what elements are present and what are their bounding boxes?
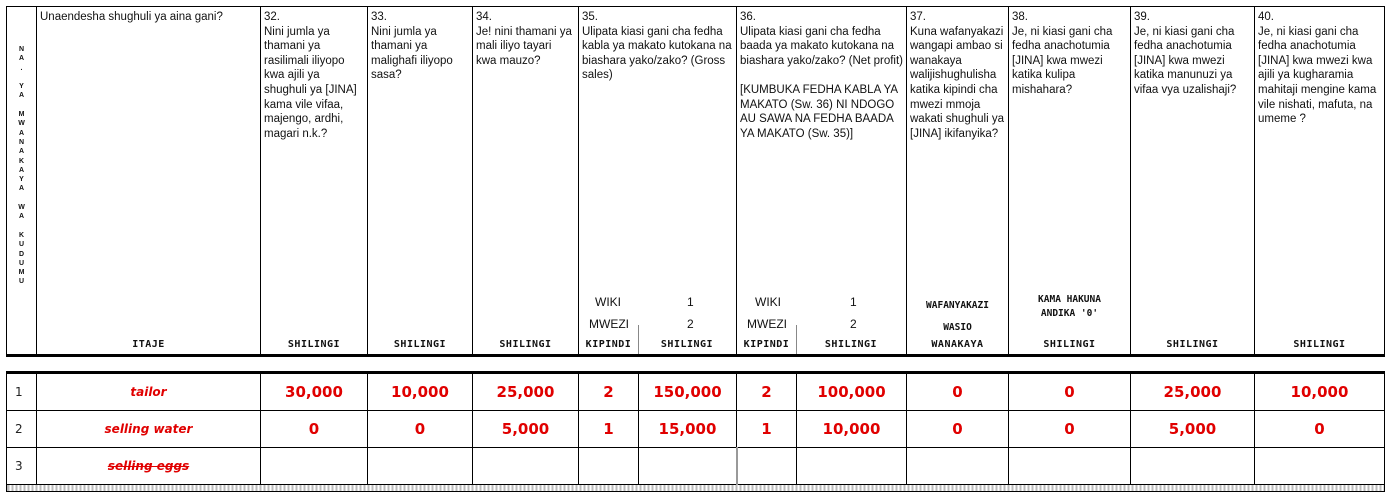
q32-text: Nini jumla ya thamani ya rasilimali iliyopo kwa ajili ya shughuli ya [JINA] kama vile vifaa, majengo, ardhi, magari n.k.? xyxy=(264,25,357,140)
vertical-letter: M xyxy=(18,111,25,119)
vertical-letter xyxy=(7,194,36,203)
q32-unit: SHILINGI xyxy=(287,339,341,350)
q40-cell[interactable]: 10,000 xyxy=(1255,373,1385,411)
q33-number: 33. xyxy=(371,11,387,23)
q36-period-mwezi: MWEZI xyxy=(747,317,787,331)
q36-period-wiki: WIKI xyxy=(755,295,781,309)
q39-unit: SHILINGI xyxy=(1166,339,1219,350)
q36-kipindi-cell[interactable] xyxy=(737,448,797,485)
q34-unit: SHILINGI xyxy=(499,339,552,350)
q38-cell[interactable]: 0 xyxy=(1009,411,1131,448)
q39-text: Je, ni kiasi gani cha fedha anachotumia [JINA] kwa mwezi katika manunuzi ya vifaa vya uzalishaji? xyxy=(1134,25,1237,96)
activity-cell[interactable]: selling water xyxy=(37,411,261,448)
q35-text: Ulipata kiasi gani cha fedha kabla ya makato kutokana na biashara yako/zako? (Gross sales) xyxy=(582,25,732,82)
q36-note: [KUMBUKA FEDHA KABLA YA MAKATO (Sw. 36) NI NDOGO AU SAWA NA FEDHA BAADA YA MAKATO (Sw. 35)] xyxy=(740,83,898,140)
vertical-letter: D xyxy=(18,250,25,258)
q35-shilingi-unit: SHILINGI xyxy=(660,339,714,350)
q38-unit: SHILINGI xyxy=(1043,339,1096,350)
vertical-letter: A xyxy=(18,148,25,156)
vertical-letter: N xyxy=(18,138,25,146)
vertical-letter: U xyxy=(18,259,25,267)
q40-cell[interactable]: 0 xyxy=(1255,411,1385,448)
q36-period-mwezi-code: 2 xyxy=(850,317,857,331)
vertical-letter: W xyxy=(18,204,25,212)
table-row xyxy=(7,411,1385,448)
q37-number: 37. xyxy=(910,11,926,23)
q38-text: Je, ni kiasi gani cha fedha anachotumia [JINA] kwa mwezi katika kulipa mishahara? xyxy=(1012,25,1113,96)
q34-header xyxy=(473,7,579,356)
activity-cell[interactable]: tailor xyxy=(37,373,261,411)
q36-kipindi-cell[interactable]: 2 xyxy=(737,373,797,411)
q38-cell[interactable] xyxy=(1009,448,1131,485)
vertical-letter: A xyxy=(18,185,25,193)
q38-number: 38. xyxy=(1012,11,1028,23)
q35-shilingi-cell[interactable]: 150,000 xyxy=(639,373,737,411)
q37-cell[interactable]: 0 xyxy=(907,373,1009,411)
row-number: 3 xyxy=(7,448,37,485)
member-number-vertical-label xyxy=(7,7,36,287)
q37-note-2: WASIO xyxy=(943,322,972,333)
q33-cell[interactable]: 0 xyxy=(368,411,473,448)
activity-header xyxy=(37,7,261,356)
q33-cell[interactable] xyxy=(368,448,473,485)
q35-kipindi-cell[interactable] xyxy=(579,448,639,485)
q35-period-mwezi-code: 2 xyxy=(687,317,694,331)
activity-question: Unaendesha shughuli ya aina gani? xyxy=(40,11,223,23)
q35-number: 35. xyxy=(582,11,598,23)
q40-unit: SHILINGI xyxy=(1293,339,1346,350)
q39-header xyxy=(1131,7,1255,356)
vertical-letter: K xyxy=(18,157,25,165)
q36-kipindi-unit: KIPINDI xyxy=(743,339,790,350)
q40-text: Je, ni kiasi gani cha fedha anachotumia [JINA] kwa mwezi kwa ajili ya kugharamia mahitaji mengine kama vile nishati, mafuta, na umeme ? xyxy=(1258,25,1377,126)
q32-cell[interactable] xyxy=(261,448,368,485)
vertical-letter xyxy=(7,222,36,231)
q37-cell[interactable]: 0 xyxy=(907,411,1009,448)
q40-cell[interactable] xyxy=(1255,448,1385,485)
vertical-letter: N xyxy=(18,46,25,53)
q34-number: 34. xyxy=(476,11,492,23)
table-row xyxy=(7,448,1385,485)
q39-cell[interactable]: 5,000 xyxy=(1131,411,1255,448)
q39-number: 39. xyxy=(1134,11,1150,23)
q36-period-wiki-code: 1 xyxy=(850,295,857,309)
q32-number: 32. xyxy=(264,11,280,23)
q40-number: 40. xyxy=(1258,11,1274,23)
vertical-letter: U xyxy=(18,241,25,249)
row-number: 1 xyxy=(7,373,37,411)
member-number-header xyxy=(7,7,37,356)
row-number: 2 xyxy=(7,411,37,448)
q37-note-1: WAFANYAKAZI xyxy=(926,300,989,311)
q35-kipindi-unit: KIPINDI xyxy=(585,339,632,350)
q35-header xyxy=(579,7,737,356)
q34-cell[interactable]: 25,000 xyxy=(473,373,579,411)
table-row xyxy=(7,373,1385,411)
q35-kipindi-cell[interactable]: 1 xyxy=(579,411,639,448)
vertical-letter: Y xyxy=(19,83,24,91)
q34-cell[interactable]: 5,000 xyxy=(473,411,579,448)
vertical-letter: A xyxy=(18,166,25,174)
q35-shilingi-cell[interactable] xyxy=(639,448,737,485)
q33-header xyxy=(368,7,473,356)
q36-shilingi-cell[interactable] xyxy=(797,448,907,485)
q37-unit: WANAKAYA xyxy=(931,339,984,350)
q37-text: Kuna wafanyakazi wangapi ambao si wanakaya walijishughulisha katika kipindi cha mwezi mmoja wakati shughuli ya [JINA] ikifanyika? xyxy=(910,25,1004,140)
vertical-letter: K xyxy=(18,231,25,239)
vertical-letter: A xyxy=(18,55,25,63)
activity-unit: ITAJE xyxy=(132,339,165,350)
q36-header xyxy=(737,7,907,356)
q38-header xyxy=(1009,7,1131,356)
q37-cell[interactable] xyxy=(907,448,1009,485)
q35-period-wiki: WIKI xyxy=(595,295,621,309)
q33-text: Nini jumla ya thamani ya malighafi iliyopo sasa? xyxy=(371,25,453,82)
q35-kipindi-cell[interactable]: 2 xyxy=(579,373,639,411)
q34-text: Je! nini thamani ya mali iliyo tayari kwa mauzo? xyxy=(476,25,572,67)
q37-header xyxy=(907,7,1009,356)
q34-cell[interactable] xyxy=(473,448,579,485)
q33-cell[interactable]: 10,000 xyxy=(368,373,473,411)
q32-cell[interactable]: 0 xyxy=(261,411,368,448)
q40-header xyxy=(1255,7,1385,356)
q35-period-wiki-code: 1 xyxy=(687,295,694,309)
enterprise-questionnaire-table xyxy=(6,6,1385,492)
q36-shilingi-cell[interactable]: 100,000 xyxy=(797,373,907,411)
q39-cell[interactable]: 25,000 xyxy=(1131,373,1255,411)
vertical-letter: A xyxy=(18,92,25,100)
q36-kipindi-cell[interactable]: 1 xyxy=(737,411,797,448)
activity-cell-struck[interactable]: selling eggs xyxy=(37,448,261,485)
vertical-letter: . xyxy=(20,64,23,72)
q35-period-mwezi: MWEZI xyxy=(589,317,629,331)
q38-note-1: KAMA HAKUNA xyxy=(1038,294,1101,305)
vertical-letter: W xyxy=(18,120,25,128)
q32-header xyxy=(261,7,368,356)
q36-shilingi-cell[interactable]: 10,000 xyxy=(797,411,907,448)
q33-unit: SHILINGI xyxy=(393,339,447,350)
vertical-letter: A xyxy=(18,129,25,137)
vertical-letter xyxy=(7,73,36,82)
q38-cell[interactable]: 0 xyxy=(1009,373,1131,411)
q32-cell[interactable]: 30,000 xyxy=(261,373,368,411)
vertical-letter xyxy=(7,101,36,110)
vertical-letter: U xyxy=(18,278,25,286)
q38-note-2: ANDIKA '0' xyxy=(1040,308,1099,319)
q36-shilingi-unit: SHILINGI xyxy=(824,339,878,350)
q39-cell[interactable] xyxy=(1131,448,1255,485)
vertical-letter: M xyxy=(18,269,25,277)
q36-text: Ulipata kiasi gani cha fedha baada ya makato kutokana na biashara yako/zako? (Net profit) xyxy=(740,25,903,67)
q36-number: 36. xyxy=(740,11,756,23)
vertical-letter: A xyxy=(18,213,25,221)
q35-shilingi-cell[interactable]: 15,000 xyxy=(639,411,737,448)
vertical-letter: Y xyxy=(19,176,24,184)
